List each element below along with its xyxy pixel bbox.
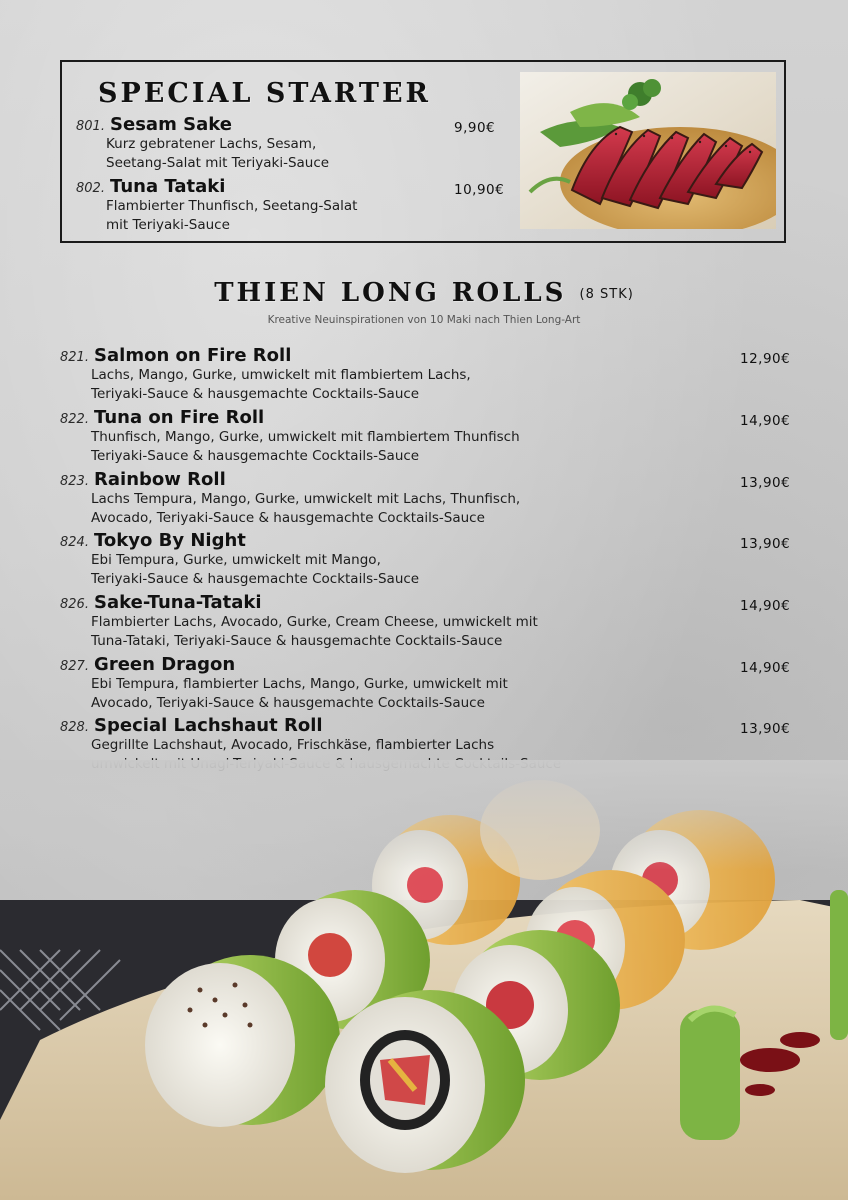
item-description: [106, 197, 357, 235]
item-name: Green Dragon: [94, 654, 236, 675]
item-description-line: Tuna-Tataki, Teriyaki-Sauce & hausgemachte Cocktails-Sauce: [91, 633, 503, 649]
rolls-header: [0, 278, 848, 308]
item-number: 824.: [60, 535, 89, 550]
item-description: [91, 551, 419, 589]
item-name: Salmon on Fire Roll: [94, 345, 292, 366]
item-price: 12,90€: [740, 351, 791, 367]
item-number: 823.: [60, 474, 89, 489]
item-number: 822.: [60, 412, 89, 427]
menu-item-826: [60, 592, 538, 651]
item-description-line: Flambierter Lachs, Avocado, Gurke, Cream Cheese, umwickelt mit: [91, 614, 538, 630]
item-description-line: Thunfisch, Mango, Gurke, umwickelt mit flambiertem Thunfisch: [91, 429, 520, 445]
item-number: 828.: [60, 720, 89, 735]
menu-item-822: [60, 407, 520, 466]
item-price: 13,90€: [740, 536, 791, 552]
item-price: 10,90€: [454, 182, 505, 198]
item-price: 14,90€: [740, 413, 791, 429]
sushi-rolls-photo-icon: [0, 760, 848, 1200]
item-name: Rainbow Roll: [94, 469, 226, 490]
item-description: [106, 135, 329, 173]
item-description-line: Flambierter Thunfisch, Seetang-Salat: [106, 198, 358, 214]
item-description-line: Teriyaki-Sauce & hausgemachte Cocktails-Sauce: [91, 386, 420, 402]
item-description-line: mit Teriyaki-Sauce: [106, 217, 230, 233]
item-name: Special Lachshaut Roll: [94, 715, 323, 736]
item-description-line: Teriyaki-Sauce & hausgemachte Cocktails-Sauce: [91, 448, 420, 464]
item-description: [91, 366, 471, 404]
item-number: 826.: [60, 597, 89, 612]
item-description-line: Seetang-Salat mit Teriyaki-Sauce: [106, 155, 330, 171]
item-price: 14,90€: [740, 598, 791, 614]
item-description-line: Kurz gebratener Lachs, Sesam,: [106, 136, 317, 152]
menu-item-802: [76, 176, 357, 235]
item-price: 13,90€: [740, 721, 791, 737]
item-description-line: Ebi Tempura, flambierter Lachs, Mango, Gurke, umwickelt mit: [91, 676, 508, 692]
special-starter-title: SPECIAL STARTER: [98, 78, 431, 109]
item-name: Tuna on Fire Roll: [94, 407, 265, 428]
tuna-tataki-photo-icon: [520, 72, 776, 229]
item-description: [91, 428, 520, 466]
special-starter-box: [60, 60, 786, 243]
item-number: 821.: [60, 350, 89, 365]
menu-item-824: [60, 530, 419, 589]
sushi-rolls-photo: [0, 760, 848, 1200]
item-number: 802.: [76, 181, 105, 196]
item-price: 9,90€: [454, 120, 496, 136]
item-name: Tokyo By Night: [94, 530, 246, 551]
menu-item-823: [60, 469, 520, 528]
item-description-line: Avocado, Teriyaki-Sauce & hausgemachte Cocktails-Sauce: [91, 510, 485, 526]
item-description-line: Lachs, Mango, Gurke, umwickelt mit flambiertem Lachs,: [91, 367, 471, 383]
rolls-quantity: (8 STK): [579, 287, 634, 302]
rolls-subtitle: Kreative Neuinspirationen von 10 Maki nach Thien Long-Art: [267, 314, 581, 326]
menu-item-821: [60, 345, 471, 404]
item-price: 14,90€: [740, 660, 791, 676]
rolls-title: THIEN LONG ROLLS: [214, 278, 567, 308]
item-description-line: Lachs Tempura, Mango, Gurke, umwickelt mit Lachs, Thunfisch,: [91, 491, 521, 507]
item-description: [91, 613, 538, 651]
item-number: 801.: [76, 119, 105, 134]
item-price: 13,90€: [740, 475, 791, 491]
item-description-line: Ebi Tempura, Gurke, umwickelt mit Mango,: [91, 552, 381, 568]
tuna-tataki-photo: [520, 72, 776, 229]
menu-item-827: [60, 654, 508, 713]
item-name: Tuna Tataki: [110, 176, 226, 197]
item-name: Sake-Tuna-Tataki: [94, 592, 262, 613]
item-number: 827.: [60, 659, 89, 674]
item-description-line: Teriyaki-Sauce & hausgemachte Cocktails-Sauce: [91, 571, 420, 587]
menu-item-801: [76, 114, 329, 173]
item-name: Sesam Sake: [110, 114, 232, 135]
item-description-line: Avocado, Teriyaki-Sauce & hausgemachte Cocktails-Sauce: [91, 695, 485, 711]
item-description: [91, 490, 520, 528]
item-description: [91, 675, 508, 713]
item-description-line: Gegrillte Lachshaut, Avocado, Frischkäse, flambierter Lachs: [91, 737, 495, 753]
